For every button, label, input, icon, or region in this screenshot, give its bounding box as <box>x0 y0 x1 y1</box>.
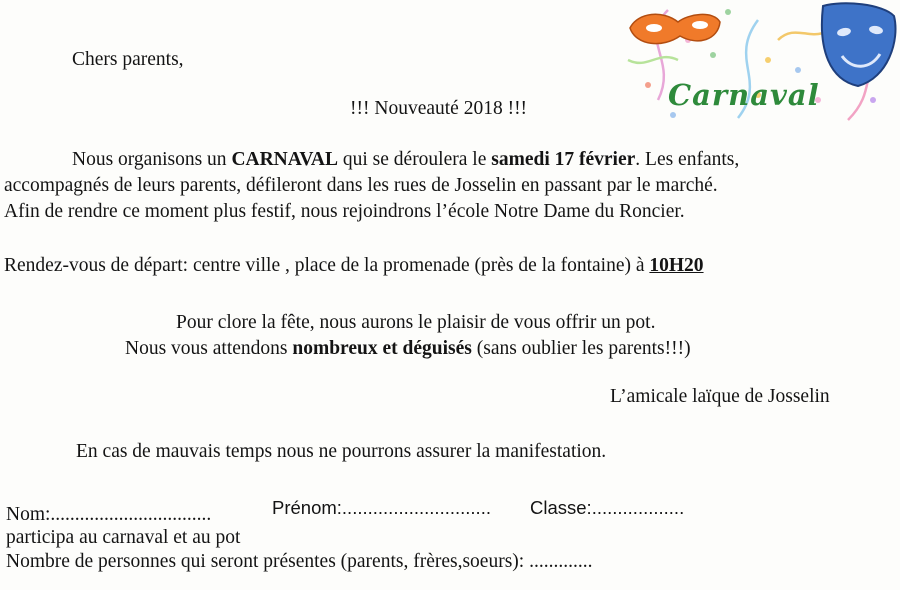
meeting-point <box>4 254 704 278</box>
logo-text: Carnaval <box>668 78 820 112</box>
form-classe-field: Classe:.................. <box>530 497 685 518</box>
paragraph-1-line-3: Afin de rendre ce moment plus festif, nous rejoindrons l’école Notre Dame du Roncier. <box>4 201 685 222</box>
meeting-time: 10H20 <box>649 255 704 276</box>
emphasis: nombreux et déguisés <box>292 338 472 359</box>
signature: L’amicale laïque de Josselin <box>610 386 830 407</box>
text: . Les enfants, <box>635 149 740 170</box>
form-nom-field: Nom:................................. <box>6 504 212 525</box>
form-prenom-field: Prénom:............................. <box>272 497 491 518</box>
text: qui se déroulera le <box>338 149 492 170</box>
headline: !!! Nouveauté 2018 !!! <box>350 98 528 119</box>
meeting-text: Rendez-vous de départ: centre ville , place de la promenade (près de la fontaine) à <box>4 255 650 276</box>
greeting: Chers parents, <box>72 49 184 70</box>
form-attendees-count: Nombre de personnes qui seront présentes (parents, frères,soeurs): ............. <box>6 551 593 572</box>
blue-mask-icon <box>822 3 896 86</box>
paragraph-1-line-2: accompagnés de leurs parents, défileront dans les rues de Josselin en passant par le marché. <box>4 175 718 196</box>
orange-mask-icon <box>630 14 720 43</box>
form-participation: participa au carnaval et au pot <box>6 527 241 548</box>
text: Nous vous attendons <box>125 338 293 359</box>
paragraph-1-line-1 <box>72 148 739 172</box>
closing-line-1: Pour clore la fête, nous aurons le plaisir de vous offrir un pot. <box>176 312 656 333</box>
weather-notice: En cas de mauvais temps nous ne pourrons assurer la manifestation. <box>76 441 607 462</box>
text: (sans oublier les parents!!!) <box>471 338 691 359</box>
event-date: samedi 17 février <box>491 149 636 170</box>
event-name: CARNAVAL <box>231 149 338 170</box>
closing-line-2 <box>125 337 691 361</box>
text: Nous organisons un <box>72 149 232 170</box>
